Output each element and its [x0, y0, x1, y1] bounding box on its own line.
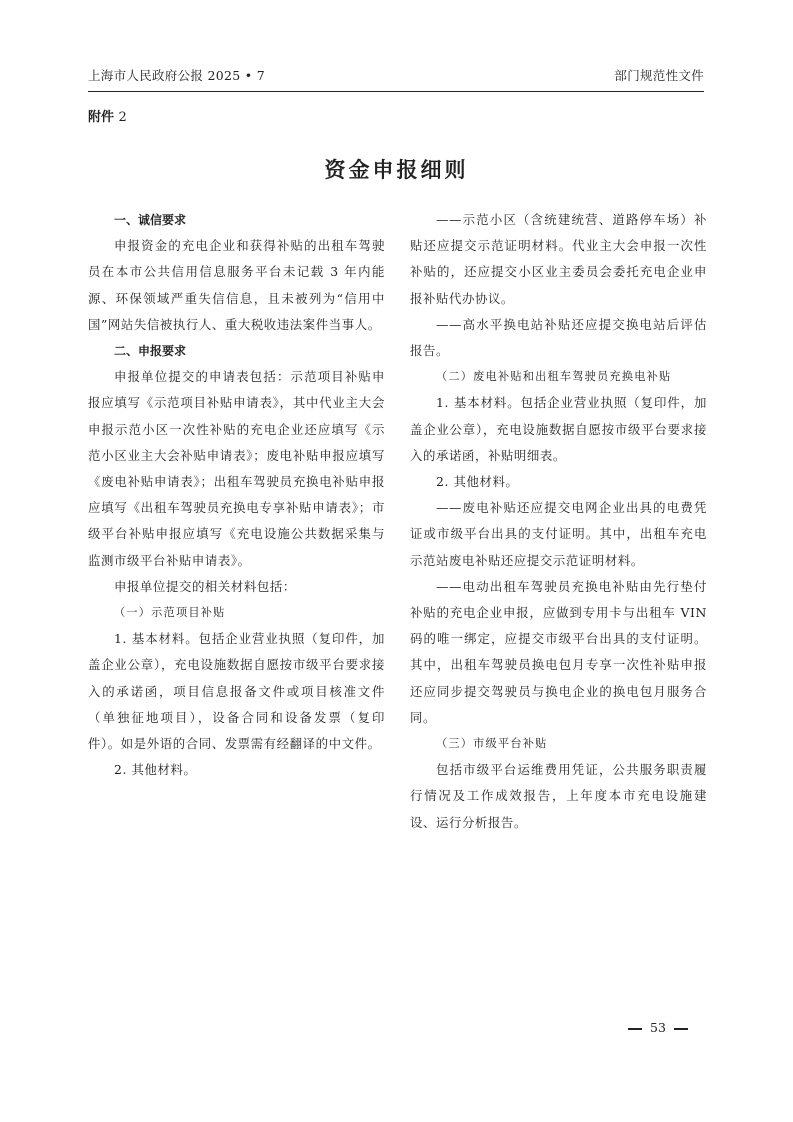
dash-decoration [628, 1028, 642, 1030]
paragraph: 1. 基本材料。包括企业营业执照（复印件，加盖企业公章），充电设施数据自愿按市级平台要求接入的承诺函，补贴明细表。 [410, 395, 707, 463]
page-number: 53 [650, 1020, 666, 1035]
section-heading: 二、申报要求 [114, 344, 187, 359]
paragraph: 2. 其他材料。 [114, 762, 197, 778]
attachment-number: 2 [118, 110, 127, 125]
paragraph: 申报资金的充电企业和获得补贴的出租车驾驶员在本市公共信用信息服务平台未记载 3 年内能源、环保领域严重失信信息，且未被列为“信用中国”网站失信被执行人、重大税收违法案件当事人。 [88, 238, 385, 332]
paragraph: ——高水平换电站补贴还应提交换电站后评估报告。 [410, 316, 707, 359]
paragraph: ——电动出租车驾驶员充换电补贴由先行垫付补贴的充电企业申报，应做到专用卡与出租车 VIN 码的唯一绑定，应提交市级平台出具的支付证明。其中，出租车驾驶员换电包月专享一次性补贴申报还应同步提交驾驶员与换电企业的换电包月服务合同。 [410, 578, 707, 725]
running-header [88, 66, 704, 88]
paragraph: 包括市级平台运维费用凭证，公共服务职责履行情况及工作成效报告，上年度本市充电设施建设、运行分析报告。 [410, 762, 707, 830]
right-column [410, 207, 707, 836]
document-title: 资金申报细则 [324, 158, 469, 182]
subsection-heading: （一）示范项目补贴 [114, 606, 226, 620]
paragraph: ——废电补贴还应提交电网企业出具的电费凭证或市级平台出具的支付证明。其中，出租车充电示范站废电补贴还应提交示范证明材料。 [410, 500, 707, 568]
dash-decoration [674, 1028, 688, 1030]
header-divider [88, 91, 704, 92]
paragraph: 申报单位提交的相关材料包括： [114, 578, 296, 594]
left-column [88, 207, 385, 783]
subsection-heading: （二）废电补贴和出租车驾驶员充换电补贴 [436, 370, 672, 384]
paragraph: ——示范小区（含统建统营、道路停车场）补贴还应提交示范证明材料。代业主大会申报一次性补贴的，还应提交小区业主委员会委托充电企业申报补贴代办协议。 [410, 212, 707, 306]
attachment-label [88, 106, 127, 125]
paragraph: 申报单位提交的申请表包括：示范项目补贴申报应填写《示范项目补贴申请表》，其中代业主大会申报示范小区一次性补贴的充电企业还应填写《示范小区业主大会补贴申请表》；废电补贴申报应填写《废电补贴申请表》；出租车驾驶员充换电补贴申报应填写《出租车驾驶员充换电专享补贴申请表》；市级平台补贴申报应填写《充电设施公共数据采集与监测市级平台补贴申请表》。 [88, 369, 385, 568]
journal-title: 上海市人民政府公报 2025 • 7 [88, 68, 265, 83]
attachment-word: 附件 [88, 110, 115, 125]
section-heading: 一、诚信要求 [114, 213, 187, 227]
paragraph: 1. 基本材料。包括企业营业执照（复印件，加盖企业公章），充电设施数据自愿按市级平台要求接入的承诺函，项目信息报备文件或项目核准文件（单独征地项目），设备合同和设备发票（复印件）。如是外语的合同、发票需有经翻译的中文件。 [88, 631, 385, 752]
paragraph: 2. 其他材料。 [436, 474, 519, 490]
page-number-footer [620, 1020, 696, 1035]
section-label: 部门规范性文件 [614, 68, 704, 83]
subsection-heading: （三）市级平台补贴 [436, 737, 548, 751]
